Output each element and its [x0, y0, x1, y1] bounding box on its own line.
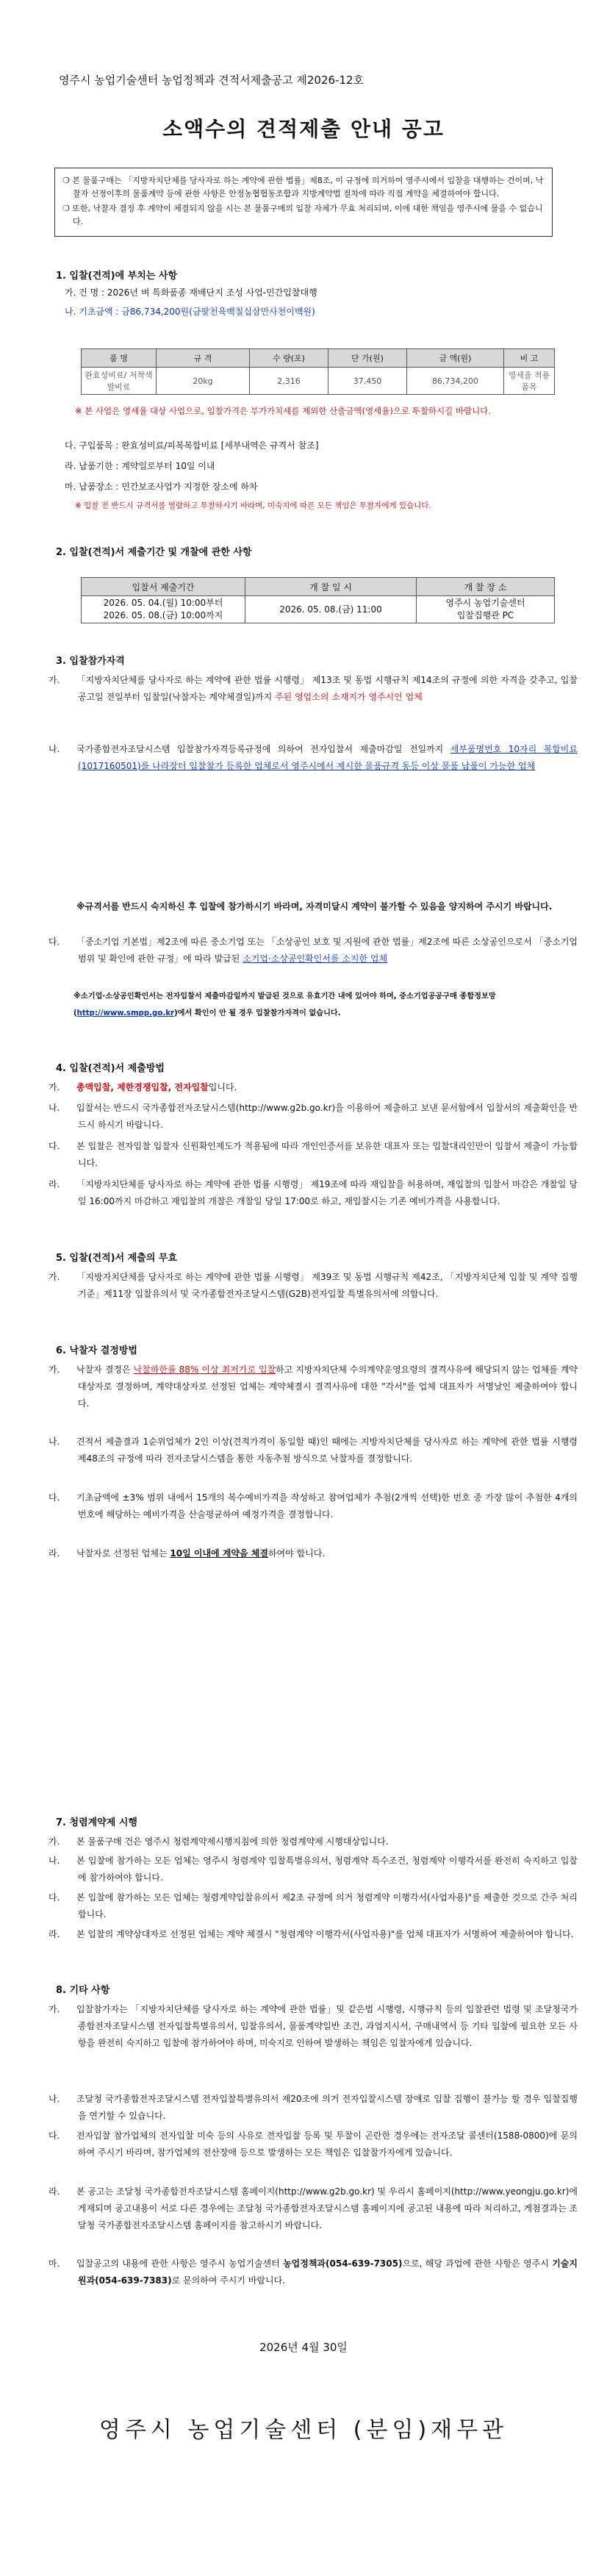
s6-da-text: 기초금액에 ±3% 범위 내에서 15개의 복수예비가격을 작성하고 참여업체가 추첨(2개씩 선택)한 번호 중 가장 많이 추첨한 4개의 번호에 해당하는 예비가격을 산술평균하여 예정가격을 결정합니다. — [76, 1492, 578, 1520]
schedule-period-cell — [82, 596, 245, 623]
item-label: 가. — [49, 1272, 60, 1282]
item-table-cell: 2,316 — [250, 368, 328, 395]
item-label: 라. — [49, 1179, 60, 1189]
schedule-table-header: 개 찰 일 시 — [245, 578, 417, 596]
section-4-heading: 4. 입찰(견적)서 제출방법 — [56, 1063, 165, 1074]
s8-ma-dept-2: 기술지원과(054-639-7383) — [78, 2258, 578, 2286]
s4-ga-tail: 입니다. — [208, 1082, 237, 1092]
s1-item-ga: 가. 건 명 : 2026년 벼 특화품종 재배단지 조성 사업-민간입찰대행 — [65, 287, 317, 298]
section-7-heading: 7. 청렴계약제 시행 — [56, 1817, 137, 1828]
s3-note — [73, 988, 558, 1022]
section-5-heading: 5. 입찰(견적)서 제출의 무효 — [56, 1253, 178, 1264]
schedule-table-header: 개 찰 장 소 — [417, 578, 555, 596]
issuing-organization: 영주시 농업기술센터 (분임)재무관 — [98, 2417, 509, 2443]
opening-time-cell: 2026. 05. 08.(금) 11:00 — [245, 596, 417, 623]
s5-item-ga — [49, 1269, 578, 1303]
s3-da-highlight: 소기업·소상공인확인서를 소지한 업체 — [243, 954, 388, 964]
s6-ra-text-a: 낙찰자로 선정된 업체는 — [76, 1548, 168, 1559]
period-end: 2026. 05. 08.(금) 10:00까지 — [103, 610, 223, 620]
section-6-heading: 6. 낙찰자 결정방법 — [56, 1345, 137, 1356]
s3-na-highlight: 세부품명번호 10자리 복합비료(1017160501)를 나라장터 입찰참가 등록한 업체로서 영주시에서 제시한 물품규격 동등 이상 물품 납품이 가능한 업체 — [78, 744, 578, 771]
s3-ga-text: 「지방자치단체를 당사자로 하는 계약에 관한 법률 시행령」 제13조 및 동법 시행규칙 제14조의 규정에 의한 자격을 갖추고, 입찰공고일 전일부터 입찰일(낙찰자는 계약체결일)까지 — [76, 675, 578, 702]
s1-item-na: 나. 기초금액 : 금86,734,200원(금팔천육백칠십삼만사천이백원) — [65, 307, 315, 317]
item-label: 라. — [49, 1548, 60, 1559]
place-line-1: 영주시 농업기술센터 — [445, 598, 525, 608]
section-1-heading: 1. 입찰(견적)에 부치는 사항 — [56, 271, 178, 282]
s6-ga-text-a: 낙찰자 결정은 — [76, 1364, 131, 1375]
item-label: 다. — [49, 937, 60, 947]
s4-item-ga — [49, 1079, 578, 1096]
s4-ra-text: 「지방자치단체를 당사자로 하는 계약에 관한 법률 시행령」 제19조에 따라 재입찰을 허용하며, 재입찰의 입찰서 마감은 개찰일 당일 16:00까지 마감하고 재입찰의 개찰은 개찰일 당일 17:00로 하고, 재입찰시는 기존 예비가격을 사용합니다. — [76, 1179, 578, 1206]
item-label: 나. — [49, 1103, 60, 1113]
s8-item-ma — [49, 2255, 578, 2289]
s7-na-text: 본 입찰에 참가하는 모든 업체는 영주시 청렴계약 입찰특별유의서, 청렴계약 특수조건, 청렴계약 이행각서를 완전히 숙지하고 입찰에 참가하여야 합니다. — [76, 1856, 578, 1883]
s8-item-ra — [49, 2183, 578, 2234]
section-8-heading: 8. 기타 사항 — [56, 1985, 110, 1996]
schedule-table-header: 입찰서 제출기간 — [82, 578, 245, 596]
notice-number: 영주시 농업기술센터 농업정책과 견적서제출공고 제2026-12호 — [59, 74, 364, 87]
schedule-table-header-row — [82, 578, 555, 596]
schedule-table — [81, 577, 555, 623]
item-label: 다. — [49, 2130, 60, 2141]
s6-ra-text-c: 하여야 합니다. — [267, 1548, 326, 1559]
item-table-header: 비 고 — [504, 349, 555, 368]
s7-ga-text: 본 물품구매 건은 영주시 청렴계약제시행지침에 의한 청렴계약제 시행대상입니다. — [76, 1836, 389, 1847]
s8-item-na — [49, 2091, 578, 2125]
item-table — [81, 348, 555, 395]
s8-ma-text-a: 입찰공고의 내용에 관한 사항은 영주시 농업기술센터 — [76, 2258, 280, 2269]
s1-item-ma: 마. 납품장소 : 민간보조사업가 지정한 장소에 하차 — [65, 482, 258, 492]
s8-na-text: 조달청 국가종합전자조달시스템 전자입찰특별유의서 제20조에 의거 전자입찰시스템 장애로 입찰 집행이 불가능 할 경우 입찰집행을 연기할 수 있습니다. — [76, 2094, 578, 2121]
s5-ga-text: 「지방자치단체를 당사자로 하는 계약에 관한 법률 시행령」 제39조 및 동법 시행규칙 제42조, 「지방자치단체 입찰 및 계약 집행기준」제11장 입찰유의서 및 국가종합전자조달시스템(G2B)전자입찰 특별유의서에 의합니다. — [76, 1272, 578, 1299]
s8-ga-text: 입찰참가자는 「지방자치단체를 당사자로 하는 계약에 관한 법률」및 같은법 시행령, 시행규칙 등의 입찰관련 법령 및 조달청국가종합전자조달시스템 전자입찰특별유의서, 입찰유의서, 물품계약일반 조건, 과업지시서, 구매내역서 등 기타 입찰에 필요한 모든 사항을 완전히 숙지하고 입찰에 참가하여야 하며, 미숙지로 인하여 발생하는 책임은 입찰자에게 있습니다. — [76, 2004, 578, 2048]
item-label: 가. — [49, 1082, 60, 1092]
item-table-cell: 영세율 적용 품목 — [504, 368, 555, 395]
s7-item-da — [49, 1889, 578, 1923]
item-label: 가. — [49, 2004, 60, 2014]
item-label: 라. — [49, 1929, 60, 1939]
item-label: 가. — [49, 675, 60, 685]
s4-item-na — [49, 1100, 578, 1134]
s3-warning: ※규격서를 반드시 숙지하신 후 입찰에 참가하시기 바라며, 자격미달시 계약이 불가할 수 있음을 양지하여 주시기 바랍니다. — [76, 901, 553, 912]
item-label: 다. — [49, 1141, 60, 1151]
item-table-cell: 20kg — [157, 368, 250, 395]
s6-na-text: 견적서 제출결과 1순위업체가 2인 이상(견적가격이 동일할 때)인 때에는 지방자치단체를 당사자로 하는 계약에 관한 법률 시행령 제48조의 규정에 따라 전자조달시스템을 통한 자동추첨 방식으로 낙찰자를 결정합니다. — [76, 1437, 578, 1464]
s7-da-text: 본 입찰에 참가하는 모든 업체는 청렴계약입찰유의서 제2조 규정에 의거 청렴계약 이행각서(사업자용)"를 제출한 것으로 간주 처리합니다. — [76, 1892, 578, 1920]
s8-da-text: 전자입찰 참가업체의 전자입찰 미숙 등의 사유로 전자입찰 등록 및 투찰이 곤란한 경우에는 전자조달 콜센터(1588-0800)에 문의하여 주시기 바라며, 참가업체의 전산장애 등으로 발생하는 모든 책임은 입찰참가자에게 있습니다. — [76, 2130, 578, 2158]
s3-da-text: 「중소기업 기본법」제2조에 따른 중소기업 또는 「소상공인 보호 및 지원에 관한 법률」제2조에 따른 소상공인으로서 「중소기업 범위 및 확인에 관한 규정」에 따라 발급된 — [76, 937, 578, 964]
opening-place-cell — [417, 596, 555, 623]
s6-item-na — [49, 1434, 578, 1467]
notice-box-paragraph-2: ❍ 또한, 낙찰자 결정 후 계약이 체결되지 않을 시는 본 물품구매의 입찰 자체가 무효 처리되며, 이에 대한 책임을 영주시에 물을 수 없습니다. — [62, 204, 543, 226]
notice-date: 2026년 4월 30일 — [259, 2341, 348, 2354]
s1-item-ra: 라. 납품기한 : 계약일로부터 10일 이내 — [65, 461, 215, 471]
s4-item-ra — [49, 1176, 578, 1210]
s8-item-da — [49, 2128, 578, 2161]
item-label: 가. — [49, 1836, 60, 1847]
s7-item-na — [49, 1853, 578, 1886]
item-table-header: 수 량(포) — [250, 349, 328, 368]
item-table-header-row — [82, 349, 555, 368]
item-table-header: 품 명 — [82, 349, 157, 368]
item-label: 마. — [49, 2258, 60, 2269]
s6-item-ra — [49, 1545, 578, 1562]
section-2-heading: 2. 입찰(견적)서 제출기간 및 개찰에 관한 사항 — [56, 547, 252, 558]
s6-ga-highlight: 낙찰하한률 88% 이상 최저가로 입찰 — [133, 1364, 276, 1375]
item-label: 나. — [49, 1856, 60, 1866]
item-label: 다. — [49, 1892, 60, 1903]
item-label: 나. — [49, 1437, 60, 1447]
s8-ma-dept-1: 농업정책과(054-639-7305) — [283, 2258, 403, 2269]
s4-item-da — [49, 1138, 578, 1172]
item-table-header: 금 액(원) — [407, 349, 504, 368]
item-label: 다. — [49, 1492, 60, 1503]
s1-item-da: 다. 구입품목 : 완효성비료/피복복합비료 [세부내역은 규격서 참조] — [65, 440, 319, 451]
s6-ga-text-c: 하고 지방자치단체 수의계약운영요령의 결격사유에 해당되지 않는 업체를 계약대상자로 결정하며, 계약대상자로 선정된 업체는 계약체결시 결격사유에 대한 "각서"를 업체 대표자가 서명날인 제출하여야 합니다. — [78, 1364, 578, 1409]
item-label: 나. — [49, 2094, 60, 2104]
s7-item-ga — [49, 1833, 578, 1850]
place-line-2: 입찰집행관 PC — [456, 610, 514, 620]
s3-note-text-b: )에서 확인이 안 될 경우 입찰참가자격이 없습니다. — [174, 1009, 341, 1017]
s4-da-text: 본 입찰은 전자입찰 입찰자 신원확인제도가 적용됨에 따라 개인인증서를 보유한 대표자 또는 입찰대리인만이 입찰서 제출이 가능합니다. — [76, 1141, 578, 1168]
item-label: 가. — [49, 1364, 60, 1375]
item-table-header: 규 격 — [157, 349, 250, 368]
s3-item-da — [49, 934, 578, 967]
s8-ma-text-e: 로 문의하여 주시기 바랍니다. — [171, 2275, 285, 2286]
s3-ga-highlight: 주된 영업소의 소재지가 영주시인 업체 — [275, 692, 423, 702]
item-label: 나. — [49, 744, 60, 754]
s3-note-text-a: ※소기업·소상공인확인서는 전자입찰서 제출마감일까지 발급된 것으로 유효기간 내에 있어야 하며, 중소기업공공구매 종합정보망( — [73, 992, 496, 1017]
s4-ga-highlight: 총액입찰, 제한경쟁입찰, 전자입찰 — [76, 1082, 209, 1092]
s7-item-ra — [49, 1926, 578, 1943]
s6-item-da — [49, 1489, 578, 1523]
s8-item-ga — [49, 2001, 578, 2052]
notice-box — [54, 168, 553, 237]
smpp-link[interactable]: http://www.smpp.go.kr — [76, 1009, 175, 1017]
item-table-header: 단 가(원) — [328, 349, 407, 368]
page-title: 소액수의 견적제출 안내 공고 — [162, 117, 445, 141]
s6-ra-highlight: 10일 이내에 계약을 체결 — [170, 1548, 268, 1559]
item-table-cell: 완효성비료/ 저착색발비료 — [82, 368, 157, 395]
s8-ra-text: 본 공고는 조달청 국가종합전자조달시스템 홈페이지(http://www.g2b.go.kr) 및 우리시 홈페이지(http://www.yeongju.go.kr)에 게재되며 공고내용이 서로 다른 경우에는 조달청 국가종합전자조달시스템 홈페이지에 공고된 내용에 따라 처리하고, 게첨결과는 조달청 국가종합전자조달시스템 홈페이지를 참고하시기 바랍니다. — [76, 2186, 578, 2230]
period-start: 2026. 05. 04.(월) 10:00부터 — [103, 598, 223, 608]
item-table-cell: 86,734,200 — [407, 368, 504, 395]
item-table-cell: 37,450 — [328, 368, 407, 395]
table-row — [82, 596, 555, 623]
section-3-heading: 3. 입찰참가자격 — [56, 656, 125, 667]
s3-item-ga — [49, 672, 578, 706]
item-label: 라. — [49, 2186, 60, 2197]
s4-na-text: 입찰서는 반드시 국가종합전자조달시스템(http://www.g2b.go.kr)을 이용하여 제출하고 보낸 문서함에서 입찰서의 제출확인을 반드시 하시기 바랍니다. — [76, 1103, 578, 1130]
s7-ra-text: 본 입찰의 계약상대자로 선정된 업체는 계약 체결시 "청렴계약 이행각서(사업자용)"를 업체 대표자가 서명하여 제출하여야 합니다. — [76, 1929, 574, 1939]
s1-warning-1: ※ 본 사업은 영세율 대상 사업으로, 입찰가격은 부가가치세를 제외한 산출금액(영세율)으로 투찰하시길 바랍니다. — [75, 406, 492, 416]
s8-ma-text-c: 으로, 해당 과업에 관한 사항은 영주시 — [402, 2258, 549, 2269]
s6-item-ga — [49, 1362, 578, 1412]
s1-warning-2: ※ 입찰 전 반드시 규격서를 열람하고 투찰하시기 바라며, 미숙지에 따른 모든 책임은 투찰자에게 있습니다. — [75, 501, 431, 510]
notice-box-paragraph-1: ❍ 본 물품구매는 「지방자치단체를 당사자로 하는 계약에 관한 법률」제8조, 이 규정에 의거하여 영주시에서 입찰을 대행하는 건이며, 낙찰자 선정이후의 물품계약 등에 관한 사항은 안정농협협동조합과 지방계약법 절차에 따라 직접 계약을 체결하여야 합니다. — [62, 176, 544, 198]
table-row — [82, 368, 555, 395]
s3-item-na — [49, 741, 578, 775]
s3-na-text: 국가종합전자조달시스템 입찰참가자격등록규정에 의하여 전자입찰서 제출마감일 전일까지 — [76, 744, 444, 754]
